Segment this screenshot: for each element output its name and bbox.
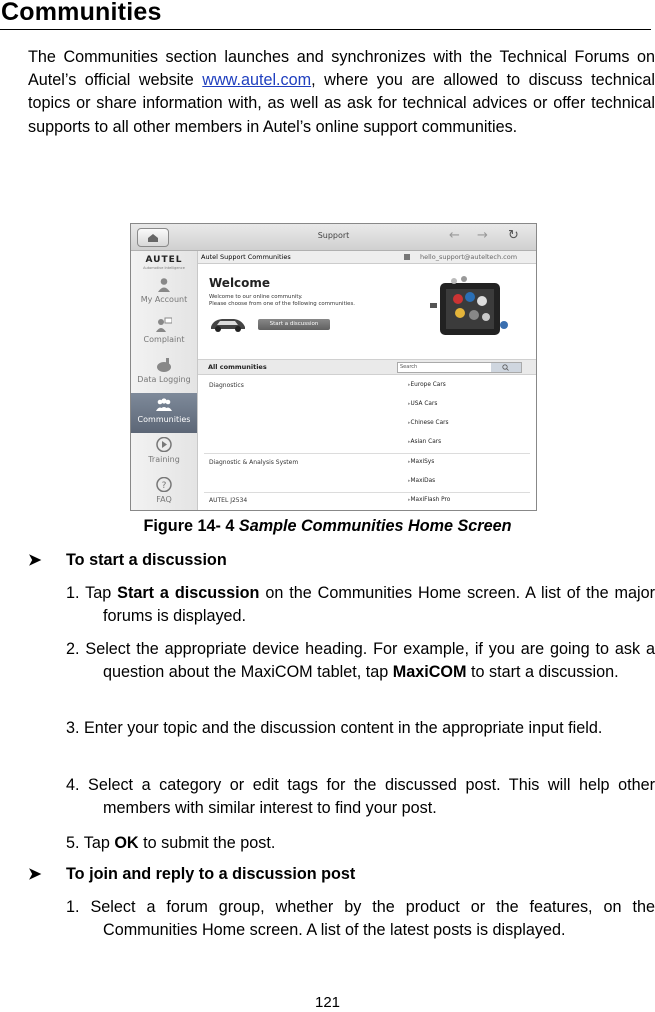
- sidebar: [131, 251, 198, 510]
- sidebar-label: Complaint: [143, 335, 185, 344]
- autel-logo: AUTEL: [145, 255, 183, 265]
- step-text: Tap: [79, 834, 115, 852]
- step-text: Tap: [79, 584, 118, 602]
- main-panel: [198, 251, 536, 510]
- community-link[interactable]: ▸ MaxiSys: [408, 459, 434, 465]
- community-link[interactable]: ▸ MaxiFlash Pro: [408, 497, 450, 503]
- community-link[interactable]: ▸ Chinese Cars: [408, 420, 449, 426]
- intro-paragraph: [28, 46, 655, 139]
- step-bold: Start a discussion: [117, 584, 260, 602]
- forward-arrow-icon[interactable]: →: [477, 228, 488, 243]
- topbar-title: Support: [317, 231, 350, 240]
- arrow-bullet-icon: ➤: [28, 551, 42, 569]
- section-title: Communities: [1, 0, 162, 26]
- main-header-email: hello_support@auteltech.com: [420, 253, 518, 261]
- user-icon: [156, 277, 172, 292]
- step-text: Select a category or edit tags for the discussed post. This will help other members with similar interest to find your post.: [79, 776, 655, 818]
- main-header: [198, 251, 536, 264]
- welcome-heading: Welcome: [209, 276, 271, 290]
- intro-text-2: , where you are allowed to discuss technical topics or share information with, as well as ask for technical advices or offer technical supports to all other members in Autel’s online support communities.: [28, 71, 655, 136]
- category-j2534[interactable]: AUTEL J2534: [209, 497, 248, 504]
- divider: [204, 492, 530, 493]
- sidebar-item-training[interactable]: [131, 433, 197, 473]
- sidebar-item-data-logging[interactable]: [131, 353, 197, 393]
- step-number: 4.: [66, 776, 80, 794]
- community-link[interactable]: ▸ Asian Cars: [408, 439, 441, 445]
- step-text: on the Communities Home screen. A list of the major forums is displayed.: [103, 584, 655, 626]
- tablet-graphic: [430, 275, 508, 339]
- community-link[interactable]: ▸ USA Cars: [408, 401, 437, 407]
- step-number: 3.: [66, 719, 80, 737]
- sidebar-label: Data Logging: [137, 375, 191, 384]
- arrow-bullet-icon: ➤: [28, 865, 42, 883]
- step-bold: MaxiCOM: [392, 663, 467, 682]
- search-placeholder: Search: [400, 364, 418, 370]
- all-communities-label: All communities: [208, 363, 267, 371]
- step-bold: OK: [114, 834, 139, 852]
- step-number: 5.: [66, 834, 80, 852]
- welcome-line-1: Welcome to our online community.: [209, 294, 303, 300]
- divider: [204, 453, 530, 454]
- welcome-line-2: Please choose from one of the following communities.: [209, 301, 355, 307]
- category-diagnostics[interactable]: Diagnostics: [209, 382, 244, 389]
- step-item: [66, 832, 655, 855]
- welcome-text: [209, 294, 409, 308]
- svg-text:?: ?: [161, 481, 167, 491]
- refresh-icon[interactable]: ↻: [508, 228, 519, 243]
- step-number: 1.: [66, 584, 80, 602]
- caption-prefix: Figure 14- 4: [143, 517, 239, 535]
- bullet-text: To join and reply to a discussion post: [66, 865, 356, 883]
- back-arrow-icon[interactable]: ←: [449, 228, 460, 243]
- bullet-text: To start a discussion: [66, 551, 227, 569]
- sidebar-label: Communities: [137, 415, 191, 424]
- page-number: 121: [314, 994, 341, 1011]
- step-number: 1.: [66, 898, 80, 916]
- question-icon: [156, 477, 172, 492]
- step-text: Select a forum group, whether by the product or the features, on the Communities Home screen. A list of the latest posts is displayed.: [79, 898, 655, 940]
- search-button[interactable]: [491, 363, 521, 372]
- sidebar-item-communities[interactable]: [131, 393, 197, 433]
- step-text: to submit the post.: [138, 834, 276, 852]
- all-communities-bar: [198, 359, 536, 375]
- step-text: Enter your topic and the discussion content in the appropriate input field.: [79, 719, 603, 737]
- search-icon: [491, 363, 521, 372]
- communities-icon: [156, 397, 172, 412]
- communities-screenshot: [130, 223, 537, 511]
- complaint-icon: [156, 317, 172, 332]
- step-item: [66, 582, 655, 628]
- community-link[interactable]: ▸ MaxiDas: [408, 478, 435, 484]
- step-item: [66, 717, 655, 740]
- bullet-heading-start: [28, 550, 227, 570]
- community-link[interactable]: ▸ Europe Cars: [408, 382, 446, 388]
- sidebar-item-faq[interactable]: [131, 473, 197, 511]
- step-item: [66, 896, 655, 942]
- bullet-heading-join: [28, 864, 355, 884]
- logo-tagline: Automotive Intelligence: [143, 266, 185, 270]
- sidebar-item-my-account[interactable]: [131, 273, 197, 313]
- step-text: Select the appropriate device heading. For example, if you are going to ask a question about the MaxiCOM tablet, tap: [79, 640, 655, 682]
- step-item: [66, 774, 655, 820]
- step-text: to start a discussion.: [466, 663, 619, 682]
- main-header-title: Autel Support Communities: [201, 253, 291, 261]
- community-search-input[interactable]: [397, 362, 522, 373]
- start-discussion-button[interactable]: Start a discussion: [258, 319, 330, 330]
- step-number: 2.: [66, 640, 80, 658]
- autel-link[interactable]: www.autel.com: [202, 71, 312, 90]
- mail-icon: [404, 254, 410, 260]
- sidebar-label: My Account: [140, 295, 188, 304]
- caption-title: Sample Communities Home Screen: [238, 517, 512, 535]
- app-topbar: [131, 224, 536, 251]
- title-rule: [0, 29, 651, 30]
- data-logging-icon: [156, 357, 172, 372]
- category-analysis[interactable]: Diagnostic & Analysis System: [209, 459, 299, 466]
- sidebar-label: Training: [148, 455, 180, 464]
- car-icon: [208, 315, 248, 333]
- step-item: [66, 638, 655, 684]
- figure-caption: [0, 517, 655, 536]
- intro-text-1: The Communities section launches and synchronizes with the Technical Forums on Autel’s official website: [28, 48, 655, 90]
- sidebar-item-complaint[interactable]: [131, 313, 197, 353]
- sidebar-label: FAQ: [156, 495, 172, 504]
- play-icon: [156, 437, 172, 452]
